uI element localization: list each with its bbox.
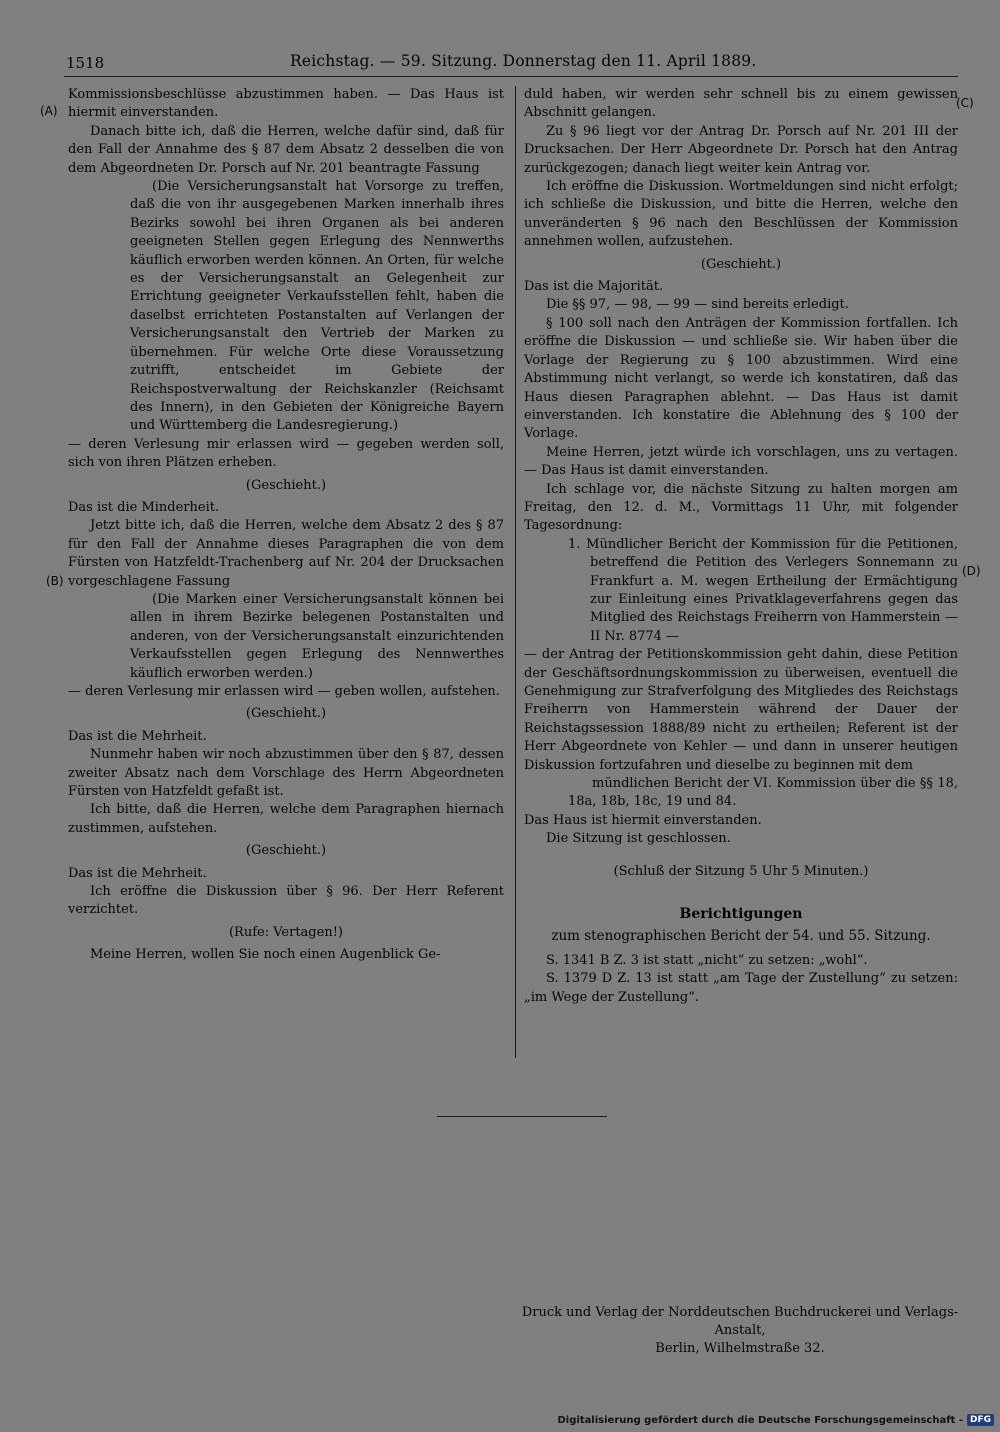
session-close: (Schluß der Sitzung 5 Uhr 5 Minuten.) [613, 863, 869, 879]
paragraph: Ich schlage vor, die nächste Sitzung zu halten morgen am Freitag, den 12. d. M., Vormittags 11 Uhr, mit folgender Tagesordnung: [524, 481, 958, 534]
page-number: 1518 [66, 54, 105, 72]
paragraph: Das ist die Minderheit. [68, 499, 220, 515]
dfg-footer [557, 1414, 994, 1426]
proposal-text: (Die Marken einer Versicherungsanstalt können bei allen in ihrem Bezirke belegenen Postanstalten und anderen, von der Versicherungsanstalt einzurichtenden Verkaufsstellen gegen Erlegung des Nennwerthes käuflich erworben werden.) [130, 591, 504, 681]
paragraph: Danach bitte ich, daß die Herren, welche dafür sind, daß für den Fall der Annahme des § 87 dem Absatz 2 desselben die von dem Abgeordneten Dr. Porsch auf Nr. 201 beantragte Fassung [68, 123, 504, 176]
stage-direction: (Geschieht.) [245, 843, 327, 859]
proposal-text: (Die Versicherungsanstalt hat Vorsorge zu treffen, daß die von ihr ausgegebenen Marken innerhalb ihres Bezirks sowohl bei ihren Organen als bei anderen geeigneten Stellen gegen Erlegung des Nennwerths käuflich erworben werden können. An Orten, für welche es der Versicherungsanstalt an Gelegenheit zur Errichtung geeigneter Verkaufsstellen fehlt, haben die daselbst errichteten Postanstalten auf Verlangen der Versicherungsanstalt den Vertrieb der Marken zu übernehmen. Für welche Orte diese Voraussetzung zutrifft, entscheidet im Gebiete der Reichspostverwaltung der Reichskanzler (Reichsamt des Innern), in den Gebieten der Königreiche Bayern und Württemberg die Landesregierung.) [130, 179, 504, 434]
paragraph: Jetzt bitte ich, daß die Herren, welche dem Absatz 2 des § 87 für den Fall der Annahme dieses Paragraphen die von dem Fürsten von Hatzfeldt-Trachenberg auf Nr. 204 der Drucksachen vorgeschlagene Fassung [68, 518, 504, 589]
imprint [520, 1304, 960, 1358]
paragraph: Nunmehr haben wir noch abzustimmen über den § 87, dessen zweiter Absatz nach dem Vorschlage des Herrn Abgeordneten Fürsten von Hatzfeldt gefaßt ist. [68, 747, 504, 800]
end-rule [437, 1116, 607, 1117]
margin-marker-c: (C) [956, 96, 974, 110]
paragraph: Ich bitte, daß die Herren, welche dem Paragraphen hiernach zustimmen, aufstehen. [68, 802, 504, 836]
paragraph: Meine Herren, wollen Sie noch einen Augenblick Ge- [90, 947, 441, 963]
margin-marker-a: (A) [40, 104, 58, 118]
dfg-logo: DFG [967, 1414, 994, 1426]
paragraph: — der Antrag der Petitionskommission geht dahin, diese Petition der Geschäftsordnungskommission zu überweisen, eventuell die Genehmigung zur Strafverfolgung des Mitgliedes des Reichstags Freiherrn von Hammerstein während der Dauer der Reichstagssession 1888/89 nicht zu ertheilen; Referent ist der Herr Abgeordnete von Kehler — und dann in unserer heutigen Diskussion fortzufahren und dieselbe zu beginnen mit dem [524, 647, 958, 773]
left-column [68, 86, 504, 965]
paragraph: Die Sitzung ist geschlossen. [546, 831, 731, 847]
paragraph: — deren Verlesung mir erlassen wird — gegeben werden soll, sich von ihren Plätzen erheben. [68, 436, 504, 471]
corrections-title: Berichtigungen [679, 906, 803, 923]
agenda-item: 1. Mündlicher Bericht der Kommission für die Petitionen, betreffend die Petition des Verlegers Sonnemann zu Frankfurt a. M. wegen Ertheilung der Ermächtigung zur Einleitung eines Privatklageverfahrens gegen das Mitglied des Reichstags Freiherrn von Hammerstein — II Nr. 8774 — [568, 536, 958, 644]
imprint-line: Druck und Verlag der Norddeutschen Buchdruckerei und Verlags-Anstalt, [521, 1305, 959, 1338]
correction-item: S. 1379 D Z. 13 ist statt „am Tage der Zustellung“ zu setzen: „im Wege der Zustellung“. [524, 971, 958, 1005]
paragraph: Ich eröffne die Diskussion. Wortmeldungen sind nicht erfolgt; ich schließe die Diskussion, und bitte die Herren, welche den unveränderten § 96 nach den Beschlüssen der Kommission annehmen wollen, aufzustehen. [524, 179, 958, 250]
dfg-text: Digitalisierung gefördert durch die Deutsche Forschungsgemeinschaft - [557, 1414, 963, 1426]
paragraph: Das ist die Majorität. [524, 279, 664, 295]
stage-direction: (Rufe: Vertagen!) [228, 924, 343, 940]
margin-marker-b: (B) [46, 574, 64, 588]
running-head: Reichstag. — 59. Sitzung. Donnerstag den 11. April 1889. [290, 52, 757, 70]
correction-item: S. 1341 B Z. 3 ist statt „nicht“ zu setzen: „wohl“. [546, 952, 868, 968]
paragraph: Zu § 96 liegt vor der Antrag Dr. Porsch auf Nr. 201 III der Drucksachen. Der Herr Abgeordnete Dr. Porsch hat den Antrag zurückgezogen; danach liegt weiter kein Antrag vor. [524, 123, 958, 176]
column-rule [515, 86, 516, 1058]
header-rule [64, 76, 958, 77]
paragraph: duld haben, wir werden sehr schnell bis zu einem gewissen Abschnitt gelangen. [524, 87, 958, 121]
paragraph: Ich eröffne die Diskussion über § 96. Der Herr Referent verzichtet. [68, 884, 504, 918]
stage-direction: (Geschieht.) [245, 477, 327, 493]
margin-marker-d: (D) [962, 564, 981, 578]
right-column [524, 86, 958, 1007]
paragraph: § 100 soll nach den Anträgen der Kommission fortfallen. Ich eröffne die Diskussion — und schließe sie. Wir haben über die Vorlage der Regierung zu § 100 abzustimmen. Wird eine Abstimmung nicht verlangt, so werde ich konstatiren, daß das Haus diesen Paragraphen ablehnt. — Das Haus ist damit einverstanden. Ich konstatire die Ablehnung des § 100 der Vorlage. [524, 315, 958, 442]
stage-direction: (Geschieht.) [700, 256, 782, 272]
agenda-item: mündlichen Bericht der VI. Kommission über die §§ 18, 18a, 18b, 18c, 19 und 84. [568, 776, 958, 810]
paragraph: Das Haus ist hiermit einverstanden. [524, 812, 762, 828]
stage-direction: (Geschieht.) [245, 706, 327, 722]
paragraph: Kommissionsbeschlüsse abzustimmen haben. — Das Haus ist hiermit einverstanden. [68, 87, 504, 121]
paragraph: Das ist die Mehrheit. [68, 728, 207, 744]
paragraph: Die §§ 97, — 98, — 99 — sind bereits erledigt. [546, 297, 849, 313]
paragraph: Das ist die Mehrheit. [68, 865, 207, 881]
paragraph: — deren Verlesung mir erlassen wird — geben wollen, aufstehen. [68, 684, 500, 699]
paragraph: Meine Herren, jetzt würde ich vorschlagen, uns zu vertagen. — Das Haus ist damit einverstanden. [524, 444, 958, 479]
imprint-line: Berlin, Wilhelmstraße 32. [655, 1341, 825, 1356]
corrections-subtitle: zum stenographischen Bericht der 54. und 55. Sitzung. [551, 928, 931, 945]
